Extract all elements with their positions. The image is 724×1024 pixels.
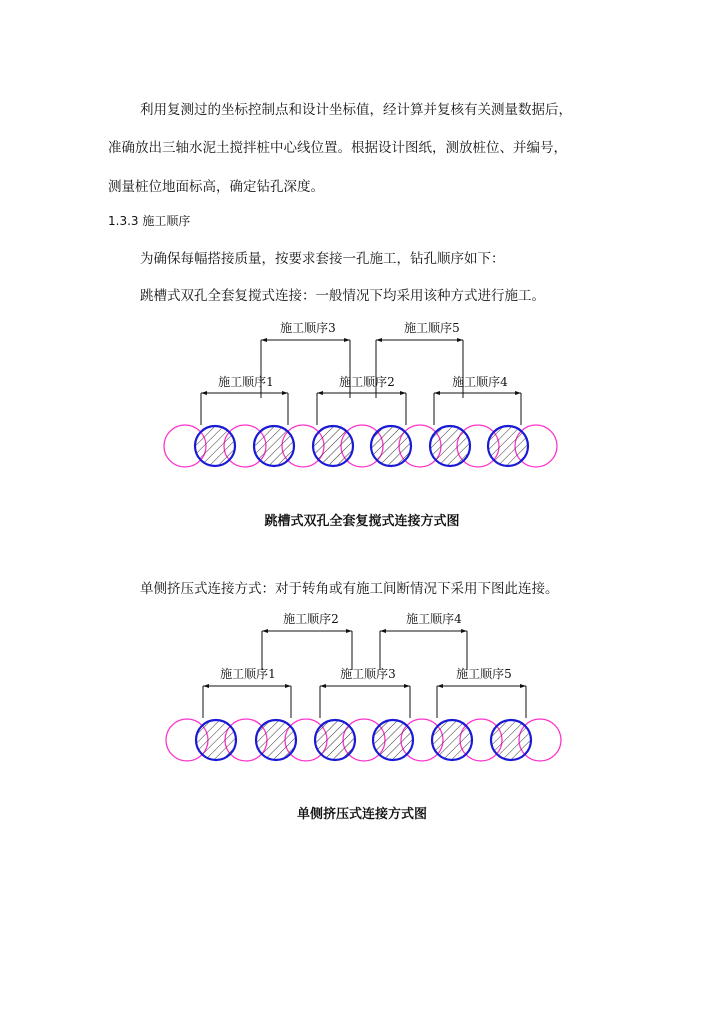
d2-top-dimension-lines [262, 631, 467, 670]
diagram-jump-groove [0, 310, 724, 480]
d1-bottom-dimension-lines [201, 393, 521, 425]
d1-top-label-2: 施工顺序5 [404, 321, 460, 335]
d2-bottom-label-1: 施工顺序1 [220, 667, 276, 681]
d2-hatched-piles [196, 720, 531, 760]
d2-bottom-label-2: 施工顺序3 [340, 667, 396, 681]
d1-hatched-piles [195, 426, 528, 466]
diagram-single-side [0, 600, 724, 775]
survey-line-3: 测量桩位地面标高，确定钻孔深度。 [108, 179, 324, 195]
d1-bottom-label-1: 施工顺序1 [218, 375, 274, 389]
d2-top-label-2: 施工顺序4 [406, 612, 462, 626]
method-1-text: 跳槽式双孔全套复搅式连接：一般情况下均采用该种方式进行施工。 [140, 288, 545, 304]
d2-bottom-dimension-lines [203, 686, 526, 718]
section-intro: 为确保每幅搭接质量，按要求套接一孔施工，钻孔顺序如下： [140, 251, 505, 267]
survey-line-2: 准确放出三轴水泥土搅拌桩中心线位置。根据设计图纸，测放桩位、并编号， [108, 140, 567, 156]
d2-bottom-label-3: 施工顺序5 [456, 667, 512, 681]
d1-top-dimension-lines [261, 340, 463, 398]
d1-top-label-1: 施工顺序3 [280, 321, 336, 335]
method-2-text: 单侧挤压式连接方式：对于转角或有施工间断情况下采用下图此连接。 [140, 581, 559, 597]
survey-line-1: 利用复测过的坐标控制点和设计坐标值，经计算并复核有关测量数据后， [140, 102, 572, 118]
d1-bottom-label-3: 施工顺序4 [452, 375, 508, 389]
d1-bottom-label-2: 施工顺序2 [339, 375, 395, 389]
d2-top-label-1: 施工顺序2 [283, 612, 339, 626]
section-heading: 1.3.3 施工顺序 [108, 214, 191, 228]
diagram-2-caption: 单侧挤压式连接方式图 [296, 807, 427, 822]
diagram-1-caption: 跳槽式双孔全套复搅式连接方式图 [264, 514, 460, 529]
